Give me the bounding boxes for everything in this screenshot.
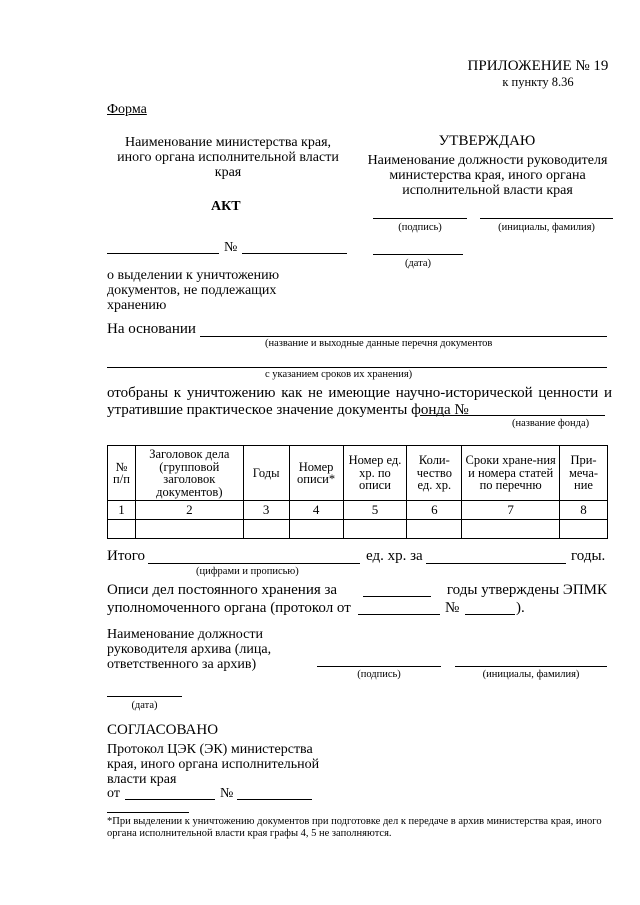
- act-number-line: [242, 253, 347, 254]
- table-cell: 6: [407, 501, 462, 520]
- approve-position: Наименование должности руководителя министерства края, иного органа исполнительной власти края: [367, 153, 608, 198]
- approve-title: УТВЕРЖДАЮ: [438, 133, 536, 149]
- total-years: годы.: [571, 548, 606, 564]
- table-header-cell: Заголовок дела (групповой заголовок документов): [135, 446, 243, 501]
- agreed-protocol: Протокол ЦЭК (ЭК) министерства края, иного органа исполнительной власти края: [107, 742, 320, 787]
- inventory-number-sign: №: [445, 600, 460, 616]
- table-cell: 1: [108, 501, 136, 520]
- basis-line-1: [200, 336, 607, 337]
- table-cell[interactable]: [560, 520, 608, 539]
- organization-name: Наименование министерства края, иного органа исполнительной власти края: [117, 135, 339, 180]
- footnote-divider: [107, 812, 189, 813]
- fund-hint: (название фонда): [512, 418, 590, 429]
- form-label: Форма: [107, 102, 147, 117]
- approve-date-line: [373, 254, 463, 255]
- inventory-close: ).: [516, 600, 525, 616]
- total-amount-line: [148, 563, 360, 564]
- table-number-row: [108, 501, 608, 520]
- total-hint: (цифрами и прописью): [196, 566, 299, 577]
- basis-hint-1: (название и выходные данные перечня документов: [265, 338, 493, 349]
- table-cell[interactable]: [289, 520, 343, 539]
- table-cell: 2: [135, 501, 243, 520]
- table-header-cell: Номер описи*: [289, 446, 343, 501]
- table-header-cell: При-меча-ние: [560, 446, 608, 501]
- archive-signature-line: [317, 666, 441, 667]
- fund-number-line: [420, 415, 605, 416]
- archive-initials-hint: (инициалы, фамилия): [482, 669, 580, 680]
- table-header-cell: Годы: [243, 446, 289, 501]
- table-cell: 5: [343, 501, 407, 520]
- table-cell: 3: [243, 501, 289, 520]
- archive-initials-line: [455, 666, 607, 667]
- archive-date-hint: (дата): [131, 700, 158, 711]
- table-header-cell: Коли-чество ед. хр.: [407, 446, 462, 501]
- table-row: [108, 520, 608, 539]
- approve-initials-line: [480, 218, 613, 219]
- approve-signature-line: [373, 218, 467, 219]
- table-cell[interactable]: [108, 520, 136, 539]
- table-cell: 4: [289, 501, 343, 520]
- table-cell: 7: [462, 501, 560, 520]
- table-header-row: [108, 446, 608, 501]
- agreed-from: от: [107, 786, 120, 801]
- basis-text: отобраны к уничтожению как не имеющие научно-исторической ценности и утратившие практическое значение документы фонда №: [107, 385, 612, 418]
- inventory-part1: Описи дел постоянного хранения за: [107, 582, 338, 598]
- table-header-cell: Сроки хране-ния и номера статей по перечню: [462, 446, 560, 501]
- agreed-title: СОГЛАСОВАНО: [107, 722, 219, 738]
- act-date-line: [107, 253, 219, 254]
- inventory-protocol-number-line: [465, 614, 515, 615]
- documents-table: [107, 445, 608, 539]
- total-label: Итого: [107, 548, 145, 564]
- agreed-date-line: [125, 799, 215, 800]
- act-purpose: о выделении к уничтожению документов, не подлежащих хранению: [107, 268, 280, 313]
- archive-signature-hint: (подпись): [357, 669, 401, 680]
- table-cell[interactable]: [243, 520, 289, 539]
- basis-line-2: [107, 367, 607, 368]
- appendix-title: ПРИЛОЖЕНИЕ № 19: [467, 58, 609, 74]
- table-cell: 8: [560, 501, 608, 520]
- archive-position: Наименование должности руководителя архива (лица, ответственного за архив): [107, 627, 272, 672]
- table-cell[interactable]: [462, 520, 560, 539]
- table-cell[interactable]: [407, 520, 462, 539]
- agreed-number-sign: №: [220, 786, 234, 801]
- table-cell[interactable]: [135, 520, 243, 539]
- agreed-number-line: [237, 799, 312, 800]
- total-unit: ед. хр. за: [366, 548, 423, 564]
- archive-date-line: [107, 696, 182, 697]
- footnote: *При выделении к уничтожению документов при подготовке дел к передаче в архив министерства края, иного органа исполнительной власти края графы 4, 5 не заполняются.: [107, 816, 602, 839]
- inventory-part3: уполномоченного органа (протокол от: [107, 600, 351, 616]
- inventory-part2: годы утверждены ЭПМК: [446, 582, 607, 598]
- inventory-protocol-date-line: [358, 614, 440, 615]
- appendix-subtitle: к пункту 8.36: [502, 75, 574, 89]
- basis-label: На основании: [107, 321, 196, 337]
- approve-date-hint: (дата): [404, 258, 432, 269]
- act-number-sign: №: [224, 240, 238, 255]
- inventory-years-line: [363, 596, 431, 597]
- table-header-cell: № п/п: [108, 446, 136, 501]
- approve-signature-hint: (подпись): [398, 222, 442, 233]
- total-years-line: [426, 563, 566, 564]
- basis-hint-2: с указанием сроков их хранения): [265, 369, 413, 380]
- approve-initials-hint: (инициалы, фамилия): [498, 222, 595, 233]
- table-header-cell: Номер ед. хр. по описи: [343, 446, 407, 501]
- act-title: АКТ: [211, 199, 241, 214]
- table-cell[interactable]: [343, 520, 407, 539]
